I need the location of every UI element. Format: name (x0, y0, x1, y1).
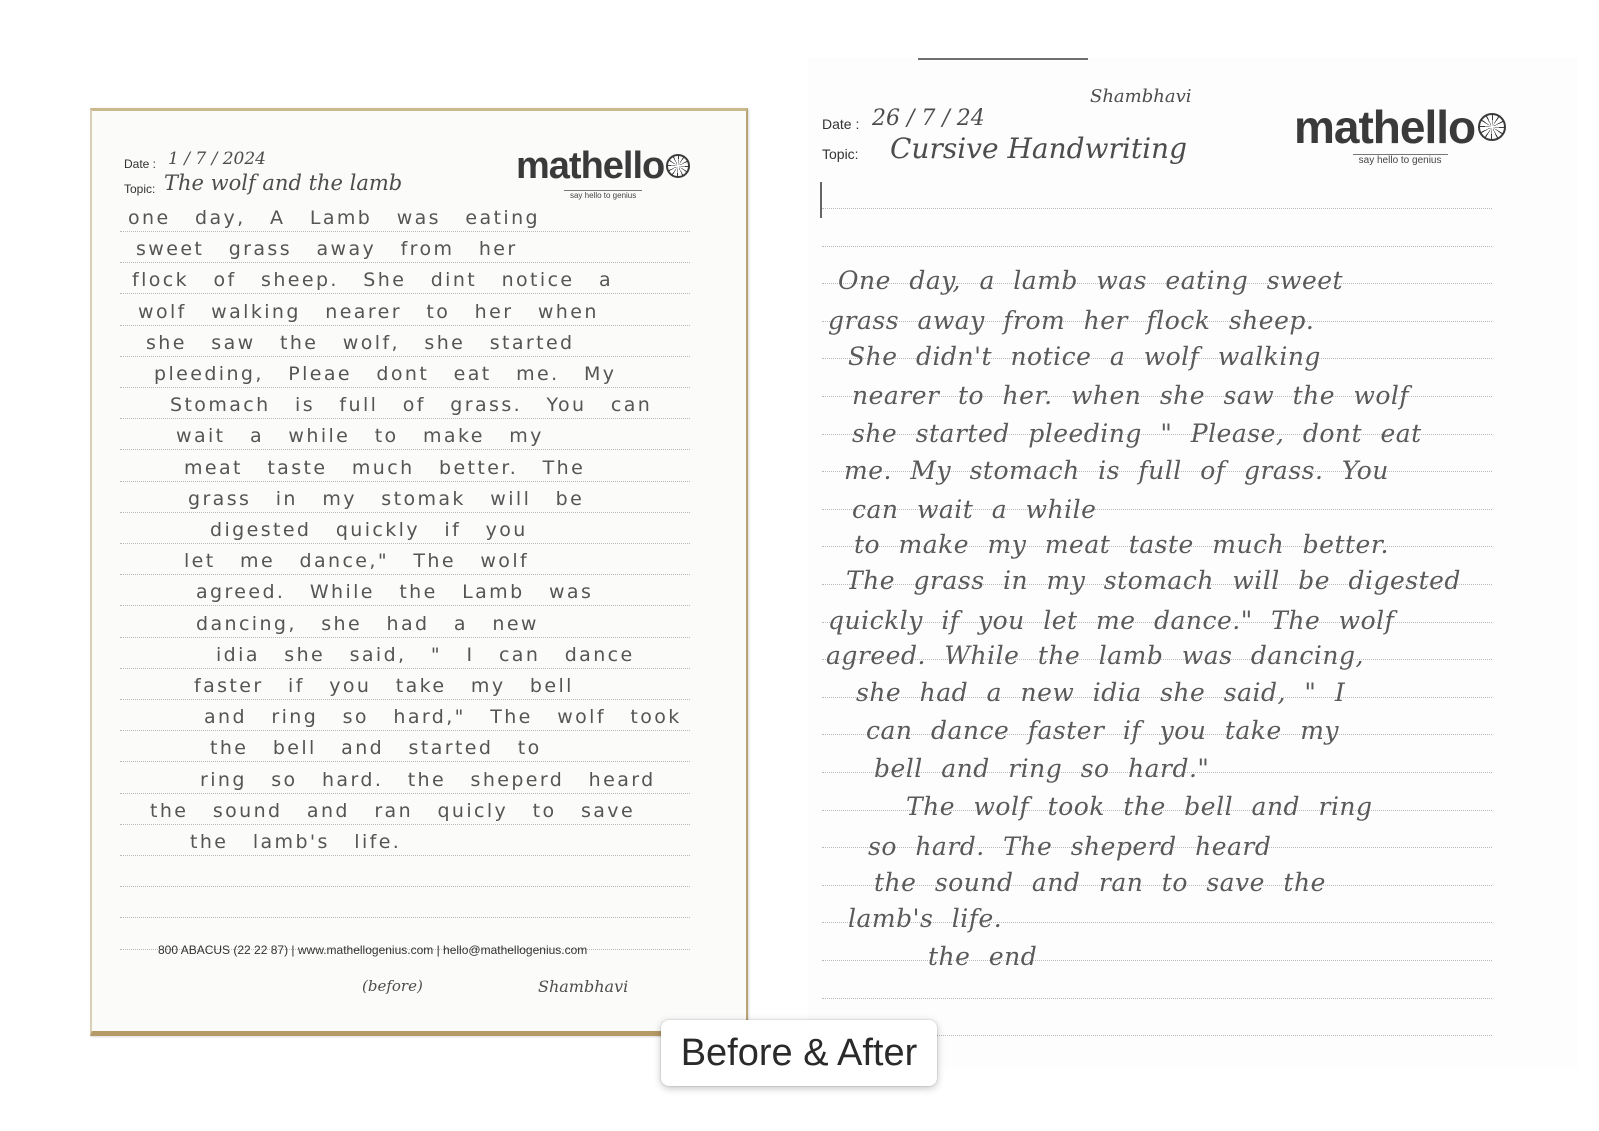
handwritten-line: faster if you take my bell (194, 675, 574, 697)
topic-label: Topic: (124, 182, 156, 196)
cursive-line: she had a new idia she said, " I (856, 678, 1346, 707)
handwritten-line: agreed. While the Lamb was (196, 581, 594, 604)
logo-tagline: say hello to genius (564, 190, 642, 201)
cursive-line: nearer to her. when she saw the wolf (852, 381, 1410, 410)
handwritten-line: one day, A Lamb was eating (128, 207, 540, 229)
ruled-line (120, 418, 690, 419)
contact-footer: 800 ABACUS (22 22 87) | www.mathellogenius.com | hello@mathellogenius.com (158, 943, 588, 957)
margin-mark (820, 182, 822, 218)
cursive-line: can dance faster if you take my (866, 716, 1340, 745)
ruled-line (120, 699, 690, 700)
handwritten-line: sweet grass away from her (136, 238, 518, 261)
ruled-line (120, 793, 690, 794)
ruled-line (120, 293, 690, 294)
handwritten-line: the sound and ran quicly to save (150, 799, 636, 822)
ruled-line (120, 574, 690, 575)
handwritten-line: wait a while to make my (176, 425, 544, 448)
topic-value: Cursive Handwriting (890, 132, 1187, 165)
handwritten-line: the lamb's life. (190, 831, 402, 853)
cursive-line: bell and ring so hard." (874, 754, 1210, 783)
topic-value: The wolf and the lamb (164, 171, 403, 195)
ruled-line (120, 637, 690, 638)
ruled-line (120, 730, 690, 731)
ruled-line (120, 325, 690, 326)
ruled-line (120, 886, 690, 887)
cursive-line: so hard. The sheperd heard (868, 832, 1272, 861)
before-notebook-page (90, 108, 748, 1036)
cursive-line: grass away from her flock sheep. (828, 306, 1315, 335)
student-signature: Shambhavi (538, 977, 629, 996)
logo-tagline: say hello to genius (1353, 154, 1448, 167)
handwritten-line: she saw the wolf, she started (146, 331, 575, 354)
before-note: (before) (362, 977, 423, 995)
date-value: 26 / 7 / 24 (872, 106, 985, 131)
date-label: Date : (124, 157, 157, 171)
mathello-logo (516, 147, 690, 203)
cursive-line: me. My stomach is full of grass. You (844, 456, 1389, 485)
after-notebook-page (808, 58, 1578, 1068)
handwritten-line: Stomach is full of grass. You can (170, 394, 653, 417)
cursive-line: she started pleeding " Please, dont eat (852, 419, 1422, 448)
ruled-line (120, 855, 690, 856)
ruled-line (120, 668, 690, 669)
cursive-line: She didn't notice a wolf walking (848, 342, 1321, 371)
cursive-line: the sound and ran to save the (874, 868, 1326, 897)
ruled-line (120, 356, 690, 357)
handwritten-line: and ring so hard," The wolf took (204, 706, 682, 729)
before-after-caption: Before & After (661, 1020, 937, 1086)
logo-wordmark: mathello (516, 145, 665, 187)
ruled-line (822, 960, 1492, 961)
ruled-line (120, 605, 690, 606)
page-edge-line (918, 58, 1088, 60)
ruled-line (120, 231, 690, 232)
topic-label: Topic: (822, 146, 859, 162)
flower-icon (666, 154, 690, 178)
date-value: 1 / 7 / 2024 (168, 149, 266, 169)
ruled-line (120, 543, 690, 544)
ruled-line (120, 512, 690, 513)
handwritten-line: idia she said, " I can dance (216, 643, 635, 666)
ruled-line (120, 387, 690, 388)
cursive-line: The wolf took the bell and ring (906, 792, 1373, 821)
student-name: Shambhavi (1090, 86, 1192, 107)
cursive-line: can wait a while (852, 495, 1097, 524)
ruled-line (120, 761, 690, 762)
ruled-line (120, 481, 690, 482)
handwritten-line: grass in my stomak will be (188, 487, 585, 510)
cursive-line: The grass in my stomach will be digested (846, 566, 1461, 595)
ruled-line (120, 824, 690, 825)
date-label: Date : (822, 116, 860, 132)
ruled-line (822, 998, 1492, 999)
cursive-line: to make my meat taste much better. (854, 530, 1389, 559)
cursive-line: One day, a lamb was eating sweet (838, 266, 1344, 295)
handwritten-line: ring so hard. the sheperd heard (200, 768, 656, 791)
cursive-line: agreed. While the lamb was dancing, (826, 641, 1364, 670)
handwritten-line: let me dance," The wolf (184, 550, 530, 573)
handwritten-line: flock of sheep. She dint notice a (132, 269, 614, 292)
cursive-line: the end (928, 942, 1038, 971)
handwritten-line: wolf walking nearer to her when (138, 300, 599, 323)
handwritten-line: dancing, she had a new (196, 612, 539, 635)
handwritten-line: pleeding, Pleae dont eat me. My (154, 363, 617, 385)
cursive-line: quickly if you let me dance." The wolf (828, 606, 1395, 635)
ruled-line (120, 262, 690, 263)
handwritten-line: digested quickly if you (210, 519, 528, 541)
ruled-line (822, 208, 1492, 209)
handwritten-line: the bell and started to (210, 737, 542, 760)
ruled-line (822, 246, 1492, 247)
cursive-line: lamb's life. (848, 904, 1003, 933)
mathello-logo (1294, 101, 1506, 168)
handwritten-line: meat taste much better. The (184, 456, 586, 479)
flower-icon (1478, 113, 1506, 141)
ruled-line (120, 917, 690, 918)
ruled-line (120, 449, 690, 450)
logo-wordmark: mathello (1294, 101, 1476, 153)
